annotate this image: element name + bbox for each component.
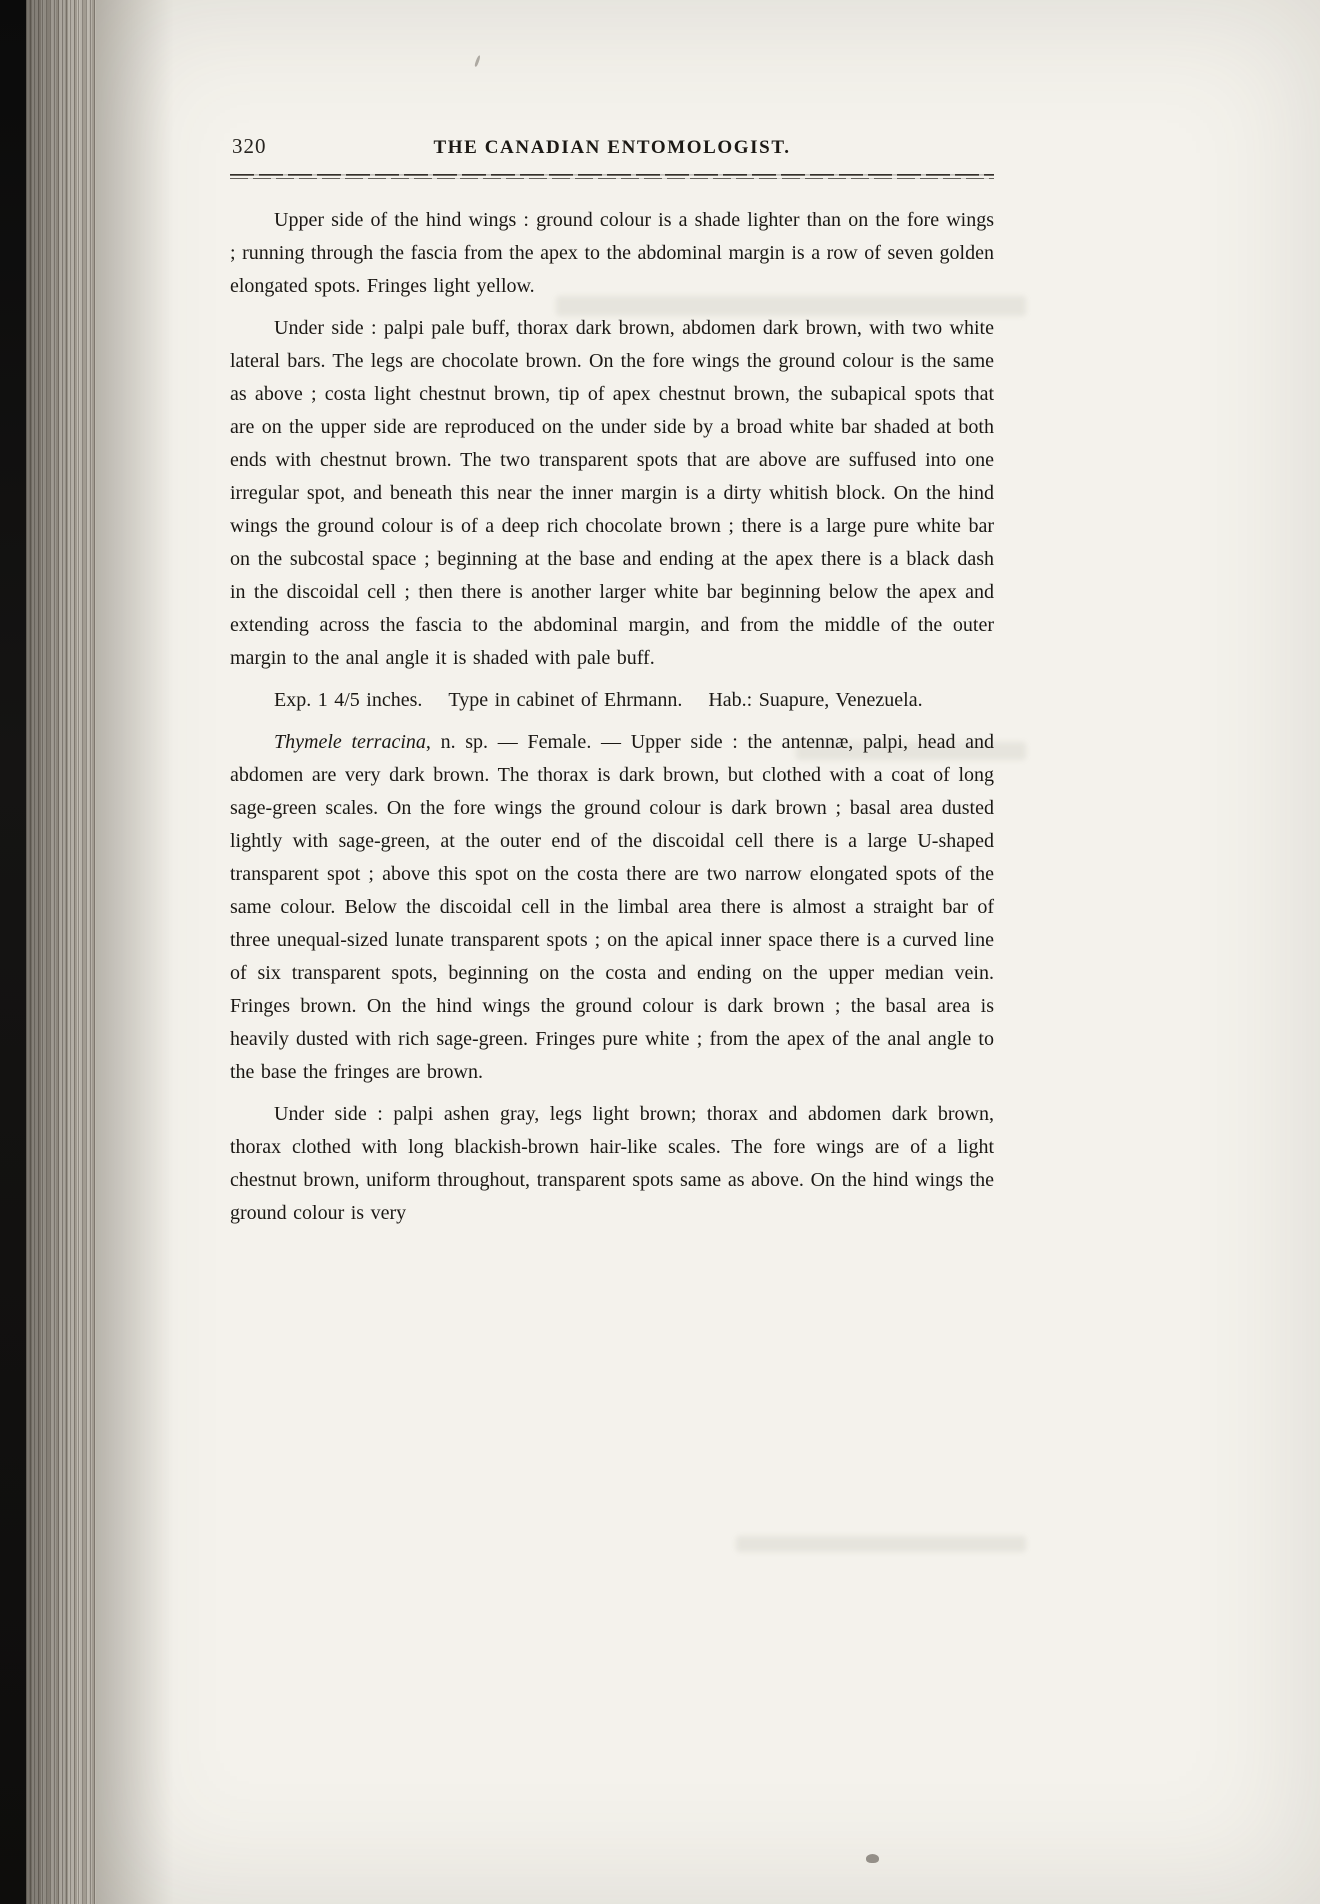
ink-speck [866,1854,879,1863]
species-description-text: , n. sp. — Female. — Upper side : the antennæ, palpi, head and abdomen are very dark brown. The thorax is dark brown, but clothed with a coat of long sage-green scales. On the fore wings the ground colour is dark brown ; basal area dusted lightly with sage-green, at the outer end of the discoidal cell there is a large U-shaped transparent spot ; above this spot on the costa there are two narrow elongated spots of the same colour. Below the discoidal cell in the limbal area there is almost a straight bar of three unequal-sized lunate transparent spots ; on the apical inner space there is a curved line of six transparent spots, beginning on the costa and ending on the upper median vein. Fringes brown. On the hind wings the ground colour is dark brown ; the basal area is heavily dusted with rich sage-green. Fringes pure white ; from the apex of the anal angle to the base the fringes are brown. [230,731,995,1083]
type-cabinet: Type in cabinet of Ehrmann. [448,689,683,711]
scan-artifact [736,1536,1026,1552]
habitat: Hab.: Suapure, Venezuela. [708,689,923,711]
paragraph-exp-type-hab [230,684,994,717]
book-binding-texture [26,0,96,1904]
paragraph-species-description [230,726,994,1089]
paper-page [96,0,1320,1904]
paragraph-under-side-2: Under side : palpi ashen gray, legs light brown; thorax and abdomen dark brown, thorax clothed with long blackish-brown hair-like scales. The fore wings are of a light chestnut brown, uniform throughout, transparent spots same as above. On the hind wings the ground colour is very [230,1103,994,1224]
paragraph-upper-side: Upper side of the hind wings : ground colour is a shade lighter than on the fore wings ; running through the fascia from the apex to the abdominal margin is a row of seven golden elongated spots. Fringes light yellow. [230,209,994,297]
page-number: 320 [232,134,267,158]
species-name: Thymele terracina [274,731,426,753]
ink-speck [474,55,481,67]
exp-measurement: Exp. 1 4/5 inches. [274,689,423,711]
text-column [230,130,994,1239]
paragraph-under-side: Under side : palpi pale buff, thorax dark brown, abdomen dark brown, with two white lateral bars. The legs are chocolate brown. On the fore wings the ground colour is the same as above ; costa light chestnut brown, tip of apex chestnut brown, the subapical spots that are on the upper side are reproduced on the under side by a broad white bar shaded at both ends with chestnut brown. The two transparent spots that are above are suffused into one irregular spot, and beneath this near the inner margin is a dirty whitish block. On the hind wings the ground colour is of a deep rich chocolate brown ; there is a large pure white bar on the subcostal space ; beginning at the base and ending at the apex there is a black dash in the discoidal cell ; then there is another larger white bar beginning below the apex and extending across the fascia to the abdominal margin, and from the middle of the outer margin to the anal angle it is shaded with pale buff. [230,317,994,669]
header-rule [230,174,994,179]
article-body [230,204,994,1230]
running-header [230,130,994,174]
film-edge [0,0,26,1904]
journal-title: THE CANADIAN ENTOMOLOGIST. [433,137,791,158]
